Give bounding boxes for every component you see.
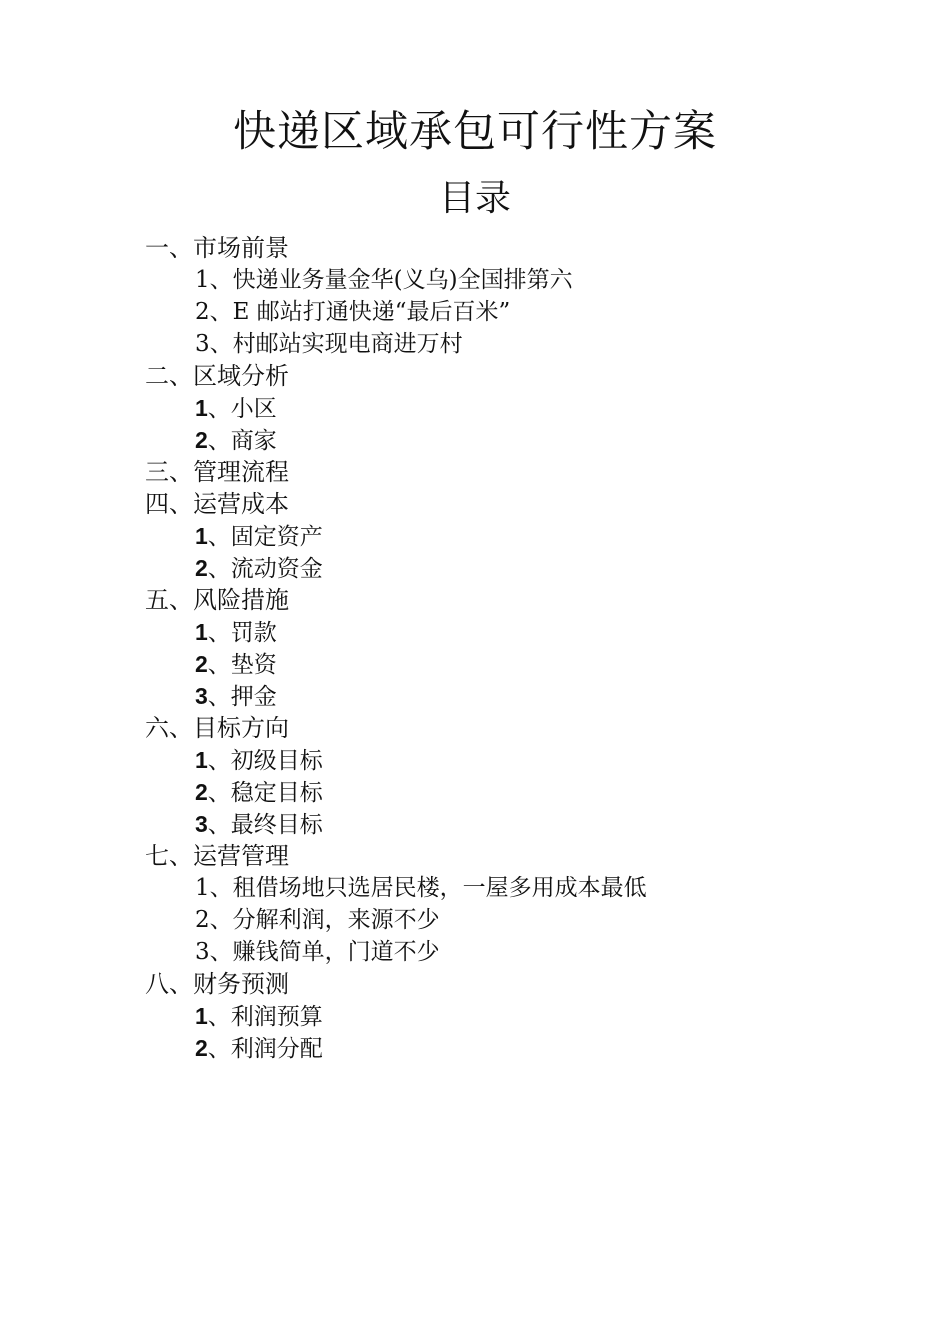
toc-item	[145, 1032, 845, 1064]
toc-item	[145, 296, 845, 328]
toc-section-heading: 五、风险措施	[145, 586, 289, 614]
toc-item	[145, 648, 845, 680]
toc-item	[145, 520, 845, 552]
toc-item-text: 、小区	[207, 396, 277, 422]
toc-section	[145, 840, 845, 968]
toc-item-number: 1	[195, 619, 208, 645]
toc-item-number: 2	[195, 555, 208, 581]
toc-item-number: 1	[195, 523, 208, 549]
toc-item-number: 1	[195, 747, 208, 773]
toc-section-heading: 四、运营成本	[145, 490, 289, 518]
toc-item	[145, 936, 845, 968]
toc-section	[145, 712, 845, 840]
toc-item	[145, 328, 845, 360]
toc-item-text: 、赚钱简单，门道不少	[209, 939, 440, 965]
toc-item-number: 2	[195, 427, 208, 453]
toc-item-number: 1	[195, 1003, 208, 1029]
toc-section	[145, 488, 845, 584]
toc-section	[145, 360, 845, 456]
toc-item	[145, 264, 845, 296]
toc-item-text: 、初级目标	[207, 748, 323, 774]
toc-item-number: 1	[195, 875, 210, 901]
toc-item-number: 2	[195, 1035, 208, 1061]
toc-section-heading: 八、财务预测	[145, 970, 289, 998]
toc-item-number: 3	[195, 331, 210, 357]
toc-item-number: 1	[195, 395, 208, 421]
toc-item-text: 、流动资金	[207, 556, 323, 582]
toc-item	[145, 392, 845, 424]
toc-item-text: 、固定资产	[207, 524, 323, 550]
toc-section-heading: 三、管理流程	[145, 458, 289, 486]
toc-item	[145, 1000, 845, 1032]
toc-item-text: 、垫资	[207, 652, 277, 678]
toc-item	[145, 872, 845, 904]
toc-item-text: 、利润分配	[207, 1036, 323, 1062]
toc-item-text: 、押金	[207, 684, 277, 710]
toc-item-text: 、稳定目标	[207, 780, 323, 806]
toc-section-heading: 二、区域分析	[145, 362, 289, 390]
toc-item	[145, 808, 845, 840]
toc-item-number: 2	[195, 651, 208, 677]
toc-item-text: 、快递业务量金华(义乌)全国排第六	[209, 267, 573, 293]
toc-item	[145, 904, 845, 936]
toc-section	[145, 232, 845, 360]
toc-section-heading: 六、目标方向	[145, 714, 289, 742]
toc-item-text: 、租借场地只选居民楼，一屋多用成本最低	[209, 875, 647, 901]
toc-item	[145, 744, 845, 776]
toc-item-text: 、村邮站实现电商进万村	[209, 331, 463, 357]
toc-item-number: 2	[195, 907, 210, 933]
toc-item-text: 、商家	[207, 428, 277, 454]
table-of-contents	[145, 232, 845, 1064]
toc-item-text: 、罚款	[207, 620, 277, 646]
toc-item-text: 、E 邮站打通快递“最后百米”	[209, 299, 511, 325]
toc-item	[145, 680, 845, 712]
toc-item-text: 、利润预算	[207, 1004, 323, 1030]
toc-item-text: 、分解利润，来源不少	[209, 907, 440, 933]
toc-title: 目录	[438, 178, 511, 219]
toc-section	[145, 456, 845, 488]
toc-section-heading: 七、运营管理	[145, 842, 289, 870]
toc-item	[145, 424, 845, 456]
toc-item	[145, 616, 845, 648]
toc-item-number: 3	[195, 939, 210, 965]
toc-item	[145, 552, 845, 584]
toc-item-text: 、最终目标	[207, 812, 323, 838]
toc-section	[145, 968, 845, 1064]
document-title: 快递区域承包可行性方案	[233, 107, 717, 157]
toc-section	[145, 584, 845, 712]
toc-item-number: 1	[195, 267, 210, 293]
toc-section-heading: 一、市场前景	[145, 234, 289, 262]
toc-item-number: 2	[195, 299, 210, 325]
toc-item	[145, 776, 845, 808]
toc-item-number: 3	[195, 683, 208, 709]
toc-item-number: 3	[195, 811, 208, 837]
toc-item-number: 2	[195, 779, 208, 805]
